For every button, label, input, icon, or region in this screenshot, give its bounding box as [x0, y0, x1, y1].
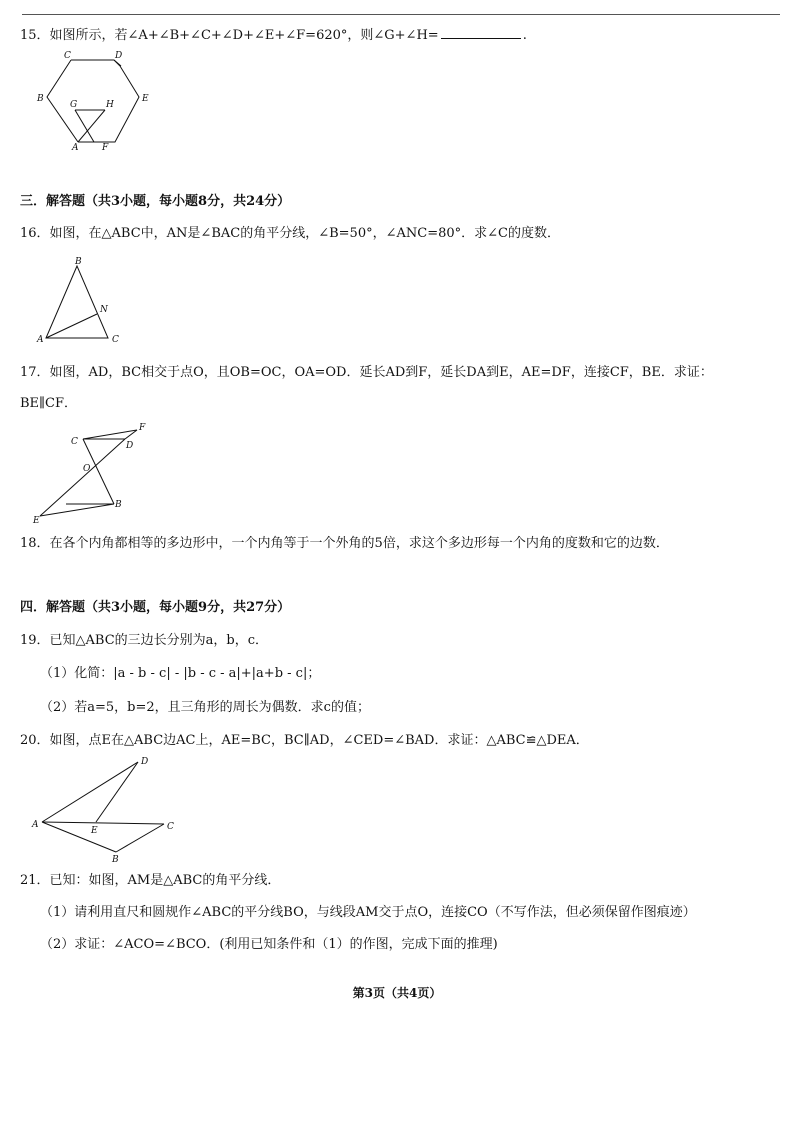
label-n: N	[100, 305, 108, 315]
label-e: E	[91, 826, 98, 836]
label-b: B	[75, 257, 82, 267]
segment-ab	[42, 822, 116, 852]
label-g: G	[70, 100, 78, 110]
label-e: E	[33, 516, 40, 526]
question-21: 21．已知：如图，AM是△ABC的角平分线．	[20, 873, 281, 888]
label-a: A	[32, 820, 39, 830]
segment-ac	[42, 822, 164, 824]
question-19-part-2: （2）若a=5，b=2，且三角形的周长为偶数．求c的值；	[40, 700, 370, 715]
question-16: 16．如图，在△ABC中，AN是∠BAC的角平分线，∠B=50°，∠ANC=80°．求∠C的度数．	[20, 226, 560, 241]
question-21-part-2: （2）求证：∠ACO=∠BCO．(利用已知条件和（1）的作图，完成下面的推理)	[40, 937, 498, 952]
label-h: H	[106, 100, 114, 110]
segment-an	[46, 314, 97, 338]
section-4-heading: 四．解答题（共3小题，每小题9分，共27分）	[20, 600, 291, 615]
segment-ad	[42, 762, 138, 822]
triangle-abc	[46, 266, 108, 338]
question-15-text: 15．如图所示，若∠A+∠B+∠C+∠D+∠E+∠F=620°，则∠G+∠H=	[20, 28, 439, 43]
question-21-part-1: （1）请利用直尺和圆规作∠ABC的平分线BO，与线段AM交于点O，连接CO（不写作法，但必须保留作图痕迹）	[40, 905, 696, 920]
question-20: 20．如图，点E在△ABC边AC上，AE=BC，BC∥AD，∠CED=∠BAD．求证：△ABC≌△DEA．	[20, 733, 589, 748]
page-footer: 第3页（共4页）	[352, 986, 442, 1000]
question-17-line-1: 17．如图，AD，BC相交于点O，且OB=OC，OA=OD．延长AD到F，延长DA到E，AE=DF，连接CF，BE．求证：	[20, 365, 713, 380]
label-f: F	[102, 143, 109, 153]
hexagon-outline	[71, 60, 139, 142]
label-o: O	[83, 464, 91, 474]
figure-20	[30, 752, 190, 864]
label-d: D	[115, 51, 123, 61]
figure-16	[34, 256, 134, 348]
label-b: B	[112, 855, 119, 865]
question-19-part-1: （1）化简：|a - b - c| - |b - c - a|+|a+b - c|；	[40, 666, 321, 681]
question-17-line-2: BE∥CF．	[20, 396, 78, 411]
answer-blank[interactable]	[441, 26, 521, 39]
segment-ed	[96, 762, 138, 822]
label-e: E	[142, 94, 149, 104]
section-3-heading: 三．解答题（共3小题，每小题8分，共24分）	[20, 194, 291, 209]
label-f: F	[139, 423, 146, 433]
figure-15	[30, 48, 160, 158]
question-19: 19．已知△ABC的三边长分别为a，b，c．	[20, 633, 269, 648]
label-d: D	[126, 441, 134, 451]
segment-cf	[83, 430, 137, 439]
top-rule	[22, 14, 780, 15]
label-d: D	[141, 757, 149, 767]
question-18: 18．在各个内角都相等的多边形中，一个内角等于一个外角的5倍，求这个多边形每一个内角的度数和它的边数．	[20, 536, 669, 551]
label-c: C	[64, 51, 71, 61]
figure-17	[30, 420, 160, 530]
question-15	[20, 26, 527, 45]
label-a: A	[72, 143, 79, 153]
segment-bc	[116, 824, 164, 852]
question-15-end: .	[522, 28, 527, 43]
label-a: A	[37, 335, 44, 345]
label-c: C	[112, 335, 119, 345]
label-b: B	[115, 500, 122, 510]
label-c: C	[167, 822, 174, 832]
label-b: B	[37, 94, 44, 104]
label-c: C	[71, 437, 78, 447]
